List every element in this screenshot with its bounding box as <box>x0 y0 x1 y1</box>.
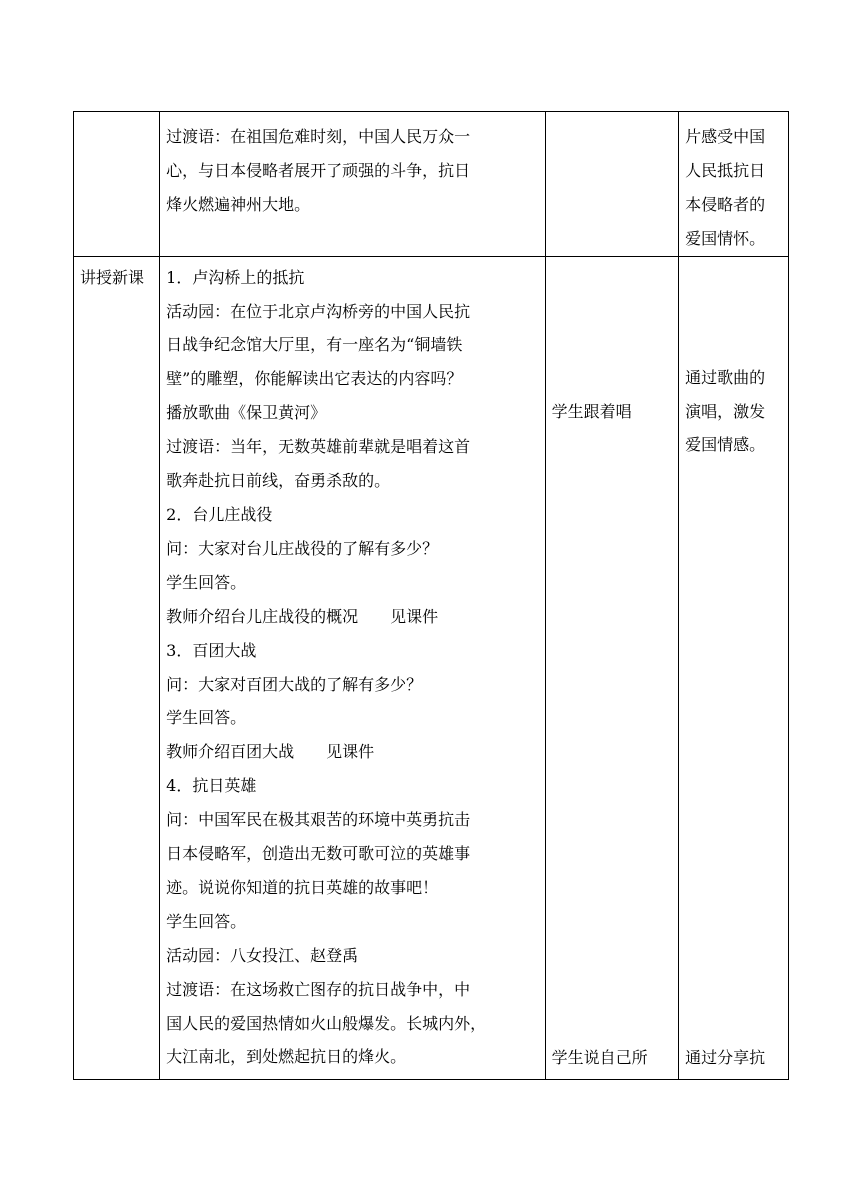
content-line: 3．百团大战 <box>166 640 257 660</box>
content-line: 1．卢沟桥上的抵抗 <box>166 267 305 287</box>
content-line: 学生回答。 <box>166 708 247 728</box>
table-row <box>74 112 789 257</box>
content-line: 壁”的雕塑，你能解读出它表达的内容吗？ <box>166 369 463 389</box>
lesson-plan-table <box>73 111 789 1080</box>
content-line: 过渡语：当年，无数英雄前辈就是唱着这首 <box>166 437 471 457</box>
content-line: 2．台儿庄战役 <box>166 504 273 524</box>
content-line: 国人民的爱国热情如火山般爆发。长城内外， <box>166 1013 487 1033</box>
intent-line: 爱国情感。 <box>685 435 766 455</box>
intent-cell <box>679 256 789 1079</box>
content-cell <box>160 112 545 257</box>
content-line: 歌奔赴抗日前线，奋勇杀敌的。 <box>166 471 391 491</box>
table-row <box>74 256 789 1079</box>
content-line: 过渡语：在这场救亡图存的抗日战争中，中 <box>166 979 471 999</box>
content-line: 播放歌曲《保卫黄河》 <box>166 403 327 423</box>
courseware-note: 见课件 <box>390 606 439 626</box>
content-line: 心，与日本侵略者展开了顽强的斗争，抗日 <box>166 160 471 180</box>
intent-line: 通过歌曲的 <box>685 367 766 387</box>
student-activity: 学生跟着唱 <box>551 401 632 421</box>
intent-line: 片感受中国 <box>685 127 766 146</box>
intent-line: 演唱，激发 <box>685 401 766 421</box>
content-line: 学生回答。 <box>166 911 247 931</box>
content-line <box>166 600 538 634</box>
stage-label: 讲授新课 <box>80 267 145 287</box>
content-line: 大江南北，到处燃起抗日的烽火。 <box>166 1047 407 1067</box>
intent-line: 本侵略者的 <box>685 194 766 214</box>
content-line: 迹。说说你知道的抗日英雄的故事吧！ <box>166 877 439 897</box>
intent-line: 爱国情怀。 <box>685 228 766 248</box>
content-line: 烽火燃遍神州大地。 <box>166 194 311 214</box>
content-cell <box>160 256 545 1079</box>
content-line: 问：中国军民在极其艰苦的环境中英勇抗击 <box>166 810 471 830</box>
content-line: 过渡语：在祖国危难时刻，中国人民万众一 <box>166 127 471 146</box>
stage-cell <box>74 112 160 257</box>
content-text: 教师介绍百团大战 <box>166 742 295 762</box>
student-activity: 学生说自己所 <box>551 1047 648 1067</box>
intent-line: 通过分享抗 <box>685 1047 766 1067</box>
content-line: 活动园：在位于北京卢沟桥旁的中国人民抗 <box>166 301 471 321</box>
student-cell <box>545 256 679 1079</box>
content-line: 4．抗日英雄 <box>166 776 257 796</box>
content-line: 日战争纪念馆大厅里，有一座名为“铜墙铁 <box>166 335 463 355</box>
content-line: 活动园：八女投江、赵登禹 <box>166 945 359 965</box>
courseware-note: 见课件 <box>326 742 375 762</box>
content-text: 教师介绍台儿庄战役的概况 <box>166 606 359 626</box>
intent-cell <box>679 112 789 257</box>
student-cell <box>545 112 679 257</box>
content-line <box>166 735 538 769</box>
content-line: 问：大家对百团大战的了解有多少？ <box>166 674 423 694</box>
content-line: 学生回答。 <box>166 572 247 592</box>
content-line: 日本侵略军，创造出无数可歌可泣的英雄事 <box>166 844 471 864</box>
intent-line: 人民抵抗日 <box>685 160 766 180</box>
content-line: 问：大家对台儿庄战役的了解有多少？ <box>166 538 439 558</box>
stage-cell <box>74 256 160 1079</box>
